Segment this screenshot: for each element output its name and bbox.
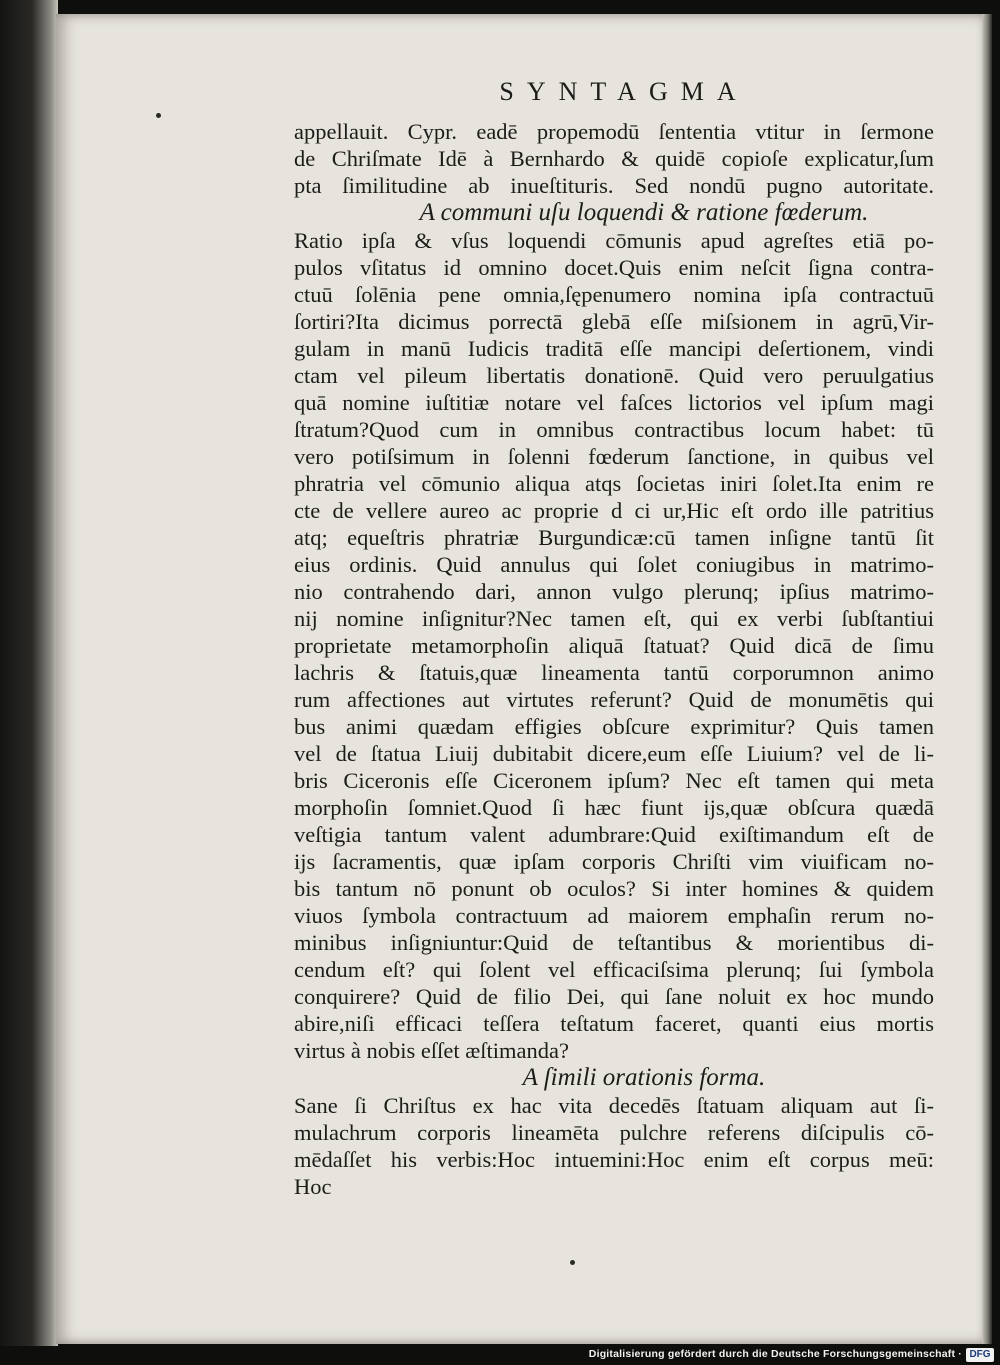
text-line: vero potiſsimum in ſolenni fœderum ſanctione, in quibus vel (294, 444, 934, 469)
text-line: appellauit. Cypr. eadē propemodū ſententia vtitur in ſermone (294, 119, 934, 144)
text-line: ctam vel pileum libertatis donationē. Quid vero peruulgatius (294, 363, 934, 388)
margin-dot-mark (156, 113, 161, 118)
text-line: proprietate metamorphoſin aliquā ſtatuat? Quid dicā de ſimu (294, 633, 934, 658)
text-line: pta ſimilitudine ab inueſtituris. Sed nondū pugno autoritate. (294, 173, 934, 198)
text-line: veſtigia tantum valent adumbrare:Quid exiſtimandum eſt de (294, 822, 934, 847)
footer-bar (0, 1346, 1000, 1365)
text-line: Ratio ipſa & vſus loquendi cōmunis apud agreſtes etiā po- (294, 228, 934, 253)
text-line: conquirere? Quid de filio Dei, qui ſane noluit ex hoc mundo (294, 984, 934, 1009)
text-line: atq; equeſtris phratriæ Burgundicæ:cū tamen inſigne tantū ſit (294, 525, 934, 550)
text-line: bus animi quædam effigies obſcure exprimitur? Quis tamen (294, 714, 934, 739)
book-spine-shadow (0, 0, 58, 1346)
text-line: cte de vellere aureo ac proprie d ci ur,Hic eſt ordo ille patritius (294, 498, 934, 523)
text-line: de Chriſmate Idē à Bernhardo & quidē copioſe explicatur,ſum (294, 146, 934, 171)
text-line: nij nomine inſignitur?Nec tamen eſt, qui ex verbi ſubſtantiui (294, 606, 934, 631)
text-line: ſortiri?Ita dicimus porrectā glebā eſſe miſsionem in agrū,Vir- (294, 309, 934, 334)
paragraph-sane (294, 1092, 934, 1173)
funding-credit: Digitalisierung gefördert durch die Deutsche Forschungsgemeinschaft · (588, 1348, 962, 1360)
text-line: morphoſin ſomniet.Quod ſi hæc fiunt ijs,quæ obſcura quædā (294, 795, 934, 820)
text-line: virtus à nobis eſſet æſtimanda? (294, 1038, 569, 1063)
running-head: SYNTAGMA (499, 77, 749, 106)
paragraph-continued (294, 118, 934, 199)
text-line: mulachrum corporis lineamēta pulchre referens diſcipulis cō- (294, 1120, 934, 1145)
text-line: viuos ſymbola contractuum ad maiorem emphaſin rerum no- (294, 903, 934, 928)
text-block (294, 72, 934, 1200)
text-line: minibus inſigniuntur:Quid de teſtantibus & morientibus di- (294, 930, 934, 955)
text-line: gulam in manū Iudicis traditā eſſe mancipi deſertionem, vindi (294, 336, 934, 361)
text-line: mēdaſſet his verbis:Hoc intuemini:Hoc enim eſt corpus meū: (294, 1147, 934, 1172)
text-line: Sane ſi Chriſtus ex hac vita decedēs ſtatuam aliquam aut ſi- (294, 1093, 934, 1118)
text-line: eius ordinis. Quid annulus qui ſolet coniugibus in matrimo- (294, 552, 934, 577)
text-line: bris Ciceronis eſſe Ciceronem ipſum? Nec eſt tamen qui meta (294, 768, 934, 793)
text-line: bis tantum nō ponunt ob oculos? Si inter homines & quidem (294, 876, 934, 901)
text-line: phratria vel cōmunio aliqua atqs ſocietas iniri ſolet.Ita enim re (294, 471, 934, 496)
bottom-dot-mark (570, 1260, 575, 1265)
text-line: rum affectiones aut virtutes referunt? Quid de monumētis qui (294, 687, 934, 712)
section-heading-2: A ſimili orationis forma. (522, 1064, 766, 1091)
text-line: abire,niſi efficaci teſſera teſtatum faceret, quanti eius mortis (294, 1011, 934, 1036)
text-line: ctuū ſolēnia pene omnia,ſępenumero nomina ipſa contractuū (294, 282, 934, 307)
catchword: Hoc (294, 1174, 332, 1199)
text-line: lachris & ſtatuis,quæ lineamenta tantū corporumnon animo (294, 660, 934, 685)
paragraph-ratio (294, 227, 934, 1064)
dfg-logo: DFG (966, 1348, 994, 1362)
text-line: ſtratum?Quod cum in omnibus contractibus locum habet: tū (294, 417, 934, 442)
text-line: pulos vſitatus id omnino docet.Quis enim neſcit ſigna contra- (294, 255, 934, 280)
text-line: quā nomine iuſtitiæ notare vel faſces lictorios vel ipſum magi (294, 390, 934, 415)
text-line: ijs ſacramentis, quæ ipſam corporis Chriſti vim viuificam no- (294, 849, 934, 874)
section-heading-1: A communi uſu loquendi & ratione fœderum. (419, 199, 869, 226)
text-line: nio contrahendo dari, annon vulgo plerunq; ipſius matrimo- (294, 579, 934, 604)
text-line: cendum eſt? qui ſolent vel efficaciſsima plerunq; ſui ſymbola (294, 957, 934, 982)
page-edge-shadow (982, 14, 992, 1344)
text-line: vel de ſtatua Liuij dubitabit dicere,eum eſſe Liuium? vel de li- (294, 741, 934, 766)
